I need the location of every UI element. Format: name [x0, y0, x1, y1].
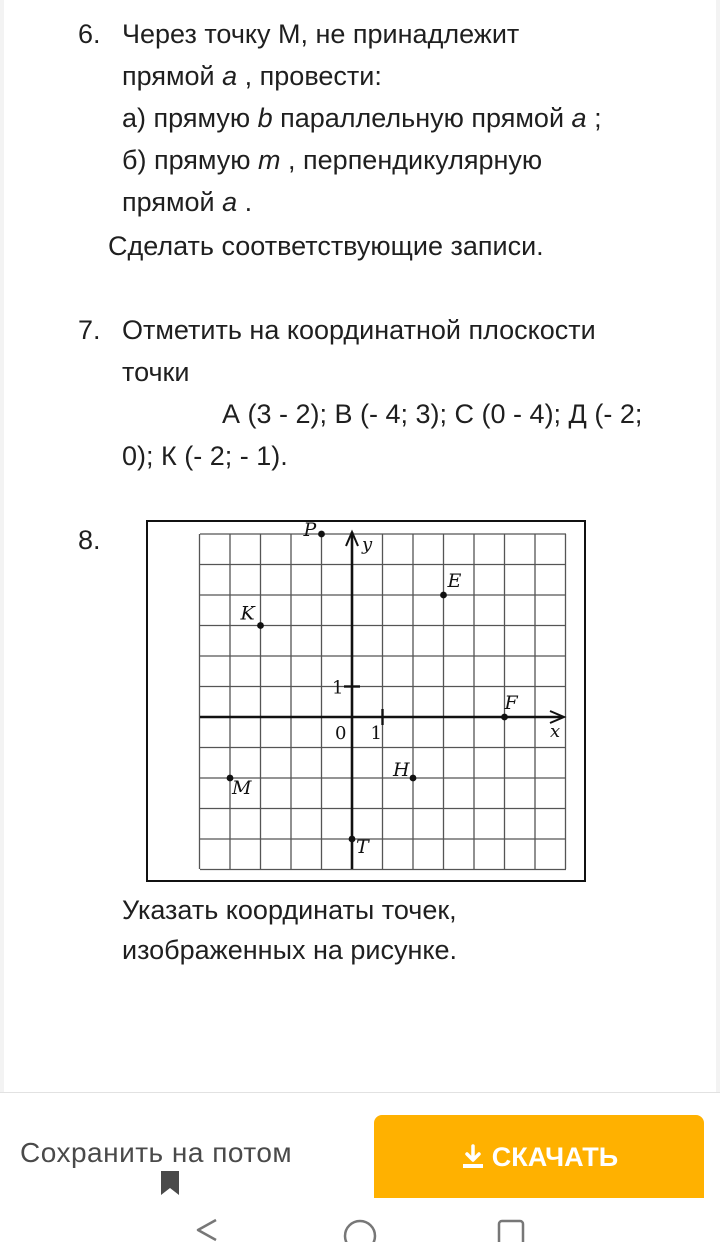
- point-label-m: M: [232, 777, 252, 799]
- nav-recent-icon[interactable]: [496, 1218, 526, 1242]
- point-t: [349, 836, 356, 843]
- download-label: СКАЧАТЬ: [491, 1141, 619, 1172]
- system-navigation-bar: [0, 1198, 720, 1242]
- download-icon: [460, 1144, 486, 1170]
- point-k: [257, 622, 264, 629]
- save-for-later-label: Сохранить на потом: [20, 1137, 293, 1168]
- download-button[interactable]: [374, 1115, 704, 1199]
- task-8-line-1: Указать координаты точек,: [122, 895, 457, 925]
- task-8-number: 8.: [78, 525, 101, 555]
- nav-home-icon[interactable]: [342, 1218, 378, 1242]
- task-6-line-4: б) прямую т , перпендикулярную: [122, 145, 543, 175]
- task-6-line-6: Сделать соответствующие записи.: [108, 231, 544, 261]
- task-7-line-1: Отметить на координатной плоскости: [122, 315, 596, 345]
- task-7-line-3: А (3 - 2); В (- 4; 3); С (0 - 4); Д (- 2;: [222, 399, 643, 429]
- nav-back-icon[interactable]: [194, 1218, 220, 1242]
- point-p: [318, 531, 325, 538]
- origin-label: 0: [335, 723, 347, 744]
- save-for-later-button[interactable]: [0, 1093, 360, 1199]
- point-label-t: T: [356, 836, 369, 858]
- task-8-line-2: изображенных на рисунке.: [122, 935, 458, 965]
- point-label-p: P: [303, 522, 317, 541]
- point-label-e: E: [447, 570, 462, 592]
- x-unit-label: 1: [370, 723, 382, 744]
- point-h: [410, 775, 417, 782]
- bookmark-icon: [160, 1171, 180, 1195]
- task-7-line-4: 0); К (- 2; - 1).: [122, 441, 288, 471]
- point-f: [501, 714, 508, 721]
- task-6-number: 6.: [78, 19, 101, 49]
- y-axis-label: y: [362, 534, 373, 555]
- task-6-line-5: прямой a .: [122, 187, 253, 217]
- y-unit-label: 1: [332, 677, 344, 699]
- task-6-line-3: а) прямую b параллельную прямой a ;: [122, 103, 602, 133]
- point-label-h: H: [393, 759, 410, 781]
- task-6-line-2: прямой а , провести:: [122, 61, 382, 91]
- task-7-number: 7.: [78, 315, 101, 345]
- task-7-line-2: точки: [122, 357, 190, 387]
- x-axis-label: x: [550, 721, 561, 742]
- coordinate-grid: [148, 522, 584, 880]
- task-6-line-1: Через точку М, не принадлежит: [122, 19, 520, 49]
- bottom-action-bar: [0, 1092, 720, 1199]
- point-label-f: F: [504, 692, 518, 714]
- point-label-k: K: [240, 602, 255, 625]
- point-e: [440, 592, 447, 599]
- coordinate-grid-figure: [146, 520, 586, 882]
